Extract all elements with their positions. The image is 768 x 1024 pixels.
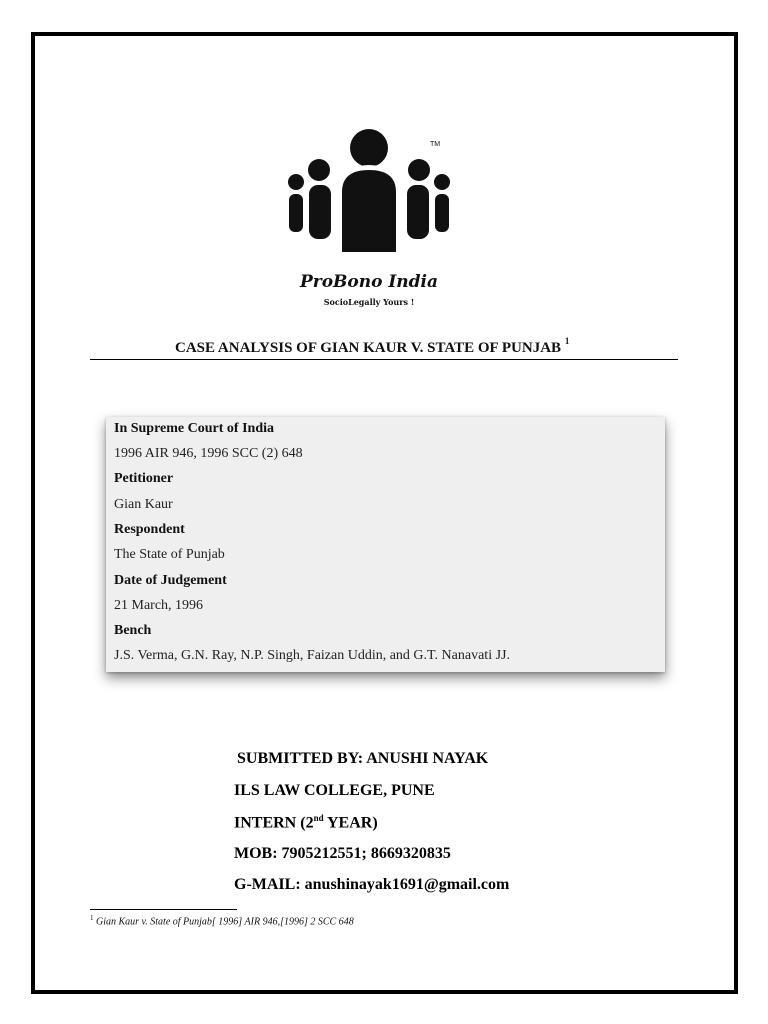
college-name: ILS LAW COLLEGE, PUNE bbox=[234, 782, 435, 799]
respondent-value: The State of Punjab bbox=[114, 547, 225, 562]
page-title bbox=[175, 338, 569, 357]
submitted-by: SUBMITTED BY: ANUSHI NAYAK bbox=[237, 750, 489, 767]
petitioner-label: Petitioner bbox=[114, 471, 174, 486]
bench-label: Bench bbox=[114, 623, 152, 638]
intern-ordinal: nd bbox=[313, 813, 324, 823]
brand-tagline: SocioLegally Yours ! bbox=[323, 297, 415, 307]
court-label: In Supreme Court of India bbox=[114, 421, 274, 436]
page-title-text: CASE ANALYSIS OF GIAN KAUR V. STATE OF PUNJAB bbox=[175, 340, 562, 356]
judgement-date-value: 21 March, 1996 bbox=[114, 598, 204, 613]
footnote-number: 1 bbox=[90, 914, 94, 922]
respondent-label: Respondent bbox=[114, 522, 185, 537]
probono-logo bbox=[272, 124, 466, 316]
intern-prefix: INTERN (2 bbox=[234, 814, 314, 832]
brand-name: ProBono India bbox=[299, 272, 439, 292]
footnote bbox=[90, 914, 354, 927]
bench-value: J.S. Verma, G.N. Ray, N.P. Singh, Faizan Uddin, and G.T. Nanavati JJ. bbox=[114, 648, 510, 663]
intern-suffix: YEAR) bbox=[323, 814, 378, 832]
case-details-box bbox=[106, 417, 665, 672]
email-address: G-MAIL: anushinayak1691@gmail.com bbox=[234, 876, 510, 893]
footnote-separator bbox=[90, 909, 237, 910]
petitioner-value: Gian Kaur bbox=[114, 497, 173, 512]
intern-year bbox=[234, 813, 378, 832]
trademark-mark: TM bbox=[430, 141, 441, 148]
footnote-text: Gian Kaur v. State of Punjab[ 1996] AIR 946,[1996] 2 SCC 648 bbox=[93, 916, 354, 928]
judgement-date-label: Date of Judgement bbox=[114, 573, 227, 588]
footnote-reference: 1 bbox=[564, 336, 570, 346]
citation-value: 1996 AIR 946, 1996 SCC (2) 648 bbox=[114, 446, 303, 461]
people-group-icon bbox=[284, 124, 454, 264]
title-underline bbox=[90, 359, 678, 360]
mobile-number: MOB: 7905212551; 8669320835 bbox=[234, 845, 451, 862]
